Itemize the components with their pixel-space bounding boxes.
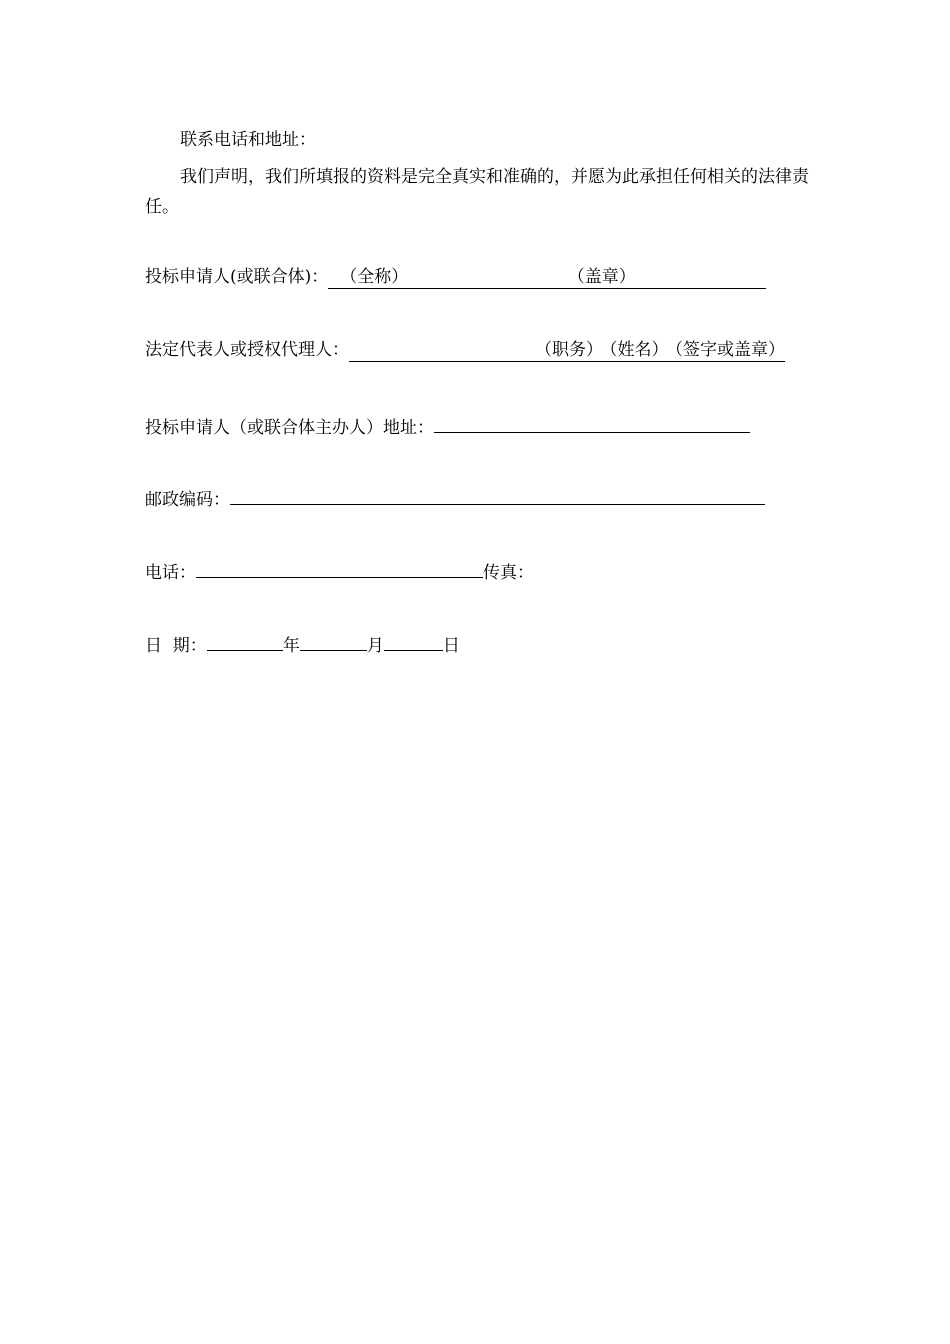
address-field[interactable]: [434, 412, 750, 433]
declaration-text: 我们声明，我们所填报的资料是完全真实和准确的，并愿为此承担任何相关的法律责任。: [145, 167, 809, 217]
year-field[interactable]: [207, 630, 283, 651]
postcode-field[interactable]: [230, 484, 765, 505]
fax-label: 传真：: [483, 563, 534, 583]
applicant-label: 投标申请人(或联合体)：: [145, 267, 329, 287]
sign-hint: （签字或盖章）: [674, 340, 785, 360]
address-row: [145, 412, 750, 439]
seal-hint: （盖章）: [576, 267, 636, 287]
intro-paragraph: [145, 122, 810, 222]
fullname-hint: （全称）: [340, 267, 409, 287]
position-hint: （职务）: [535, 340, 603, 360]
phone-row: [145, 557, 534, 584]
phone-field[interactable]: [196, 557, 483, 578]
postcode-label: 邮政编码：: [145, 490, 230, 510]
day-field[interactable]: [384, 630, 443, 651]
phone-label: 电话：: [145, 563, 196, 583]
postcode-row: [145, 484, 765, 511]
contact-label: 联系电话和地址：: [180, 130, 316, 150]
representative-label: 法定代表人或授权代理人：: [145, 340, 349, 360]
day-label: 日: [442, 636, 460, 656]
month-field[interactable]: [300, 630, 367, 651]
month-label: 月: [366, 636, 384, 656]
date-label: 日 期：: [145, 636, 207, 656]
address-label: 投标申请人（或联合体主办人）地址：: [145, 418, 434, 438]
year-label: 年: [282, 636, 300, 656]
applicant-field[interactable]: [328, 266, 766, 289]
representative-field[interactable]: [349, 339, 785, 362]
applicant-row: [145, 266, 766, 289]
date-row: [145, 630, 460, 657]
representative-row: [145, 339, 785, 362]
name-hint: （姓名）: [609, 340, 669, 360]
